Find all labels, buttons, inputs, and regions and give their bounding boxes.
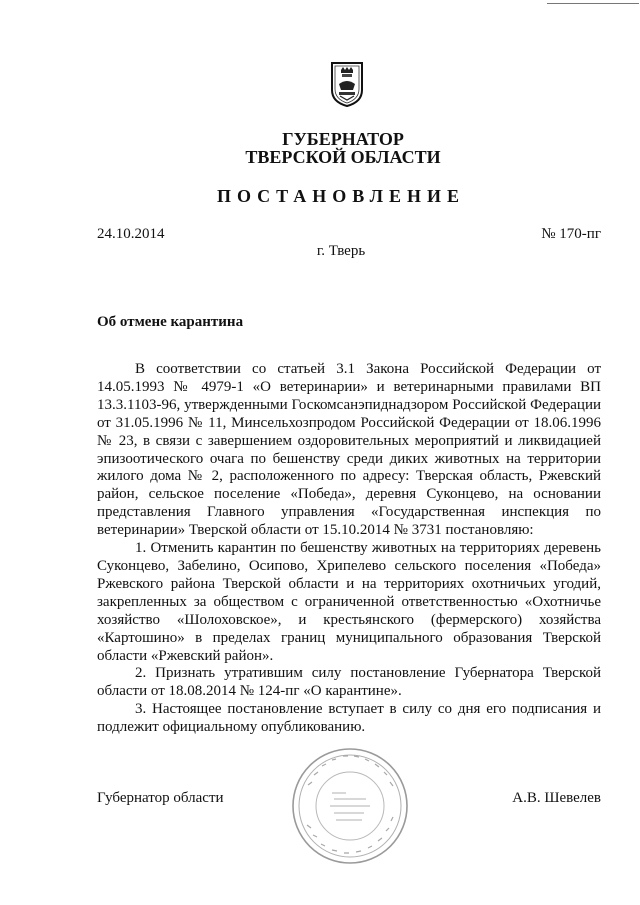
clause-paragraph-2: 2. Признать утратившим силу постановление Губернатора Тверской области от 18.08.2014 № 124-пг «О карантине». xyxy=(97,665,601,700)
clause-paragraph-3: 3. Настоящее постановление вступает в силу со дня его подписания и подлежит официальному опубликованию. xyxy=(97,701,601,736)
preamble-paragraph: В соответствии со статьей 3.1 Закона Российской Федерации от 14.05.1993 № 4979-1 «О ветеринарии» и ветеринарными правилами ВП 13.3.1103-96, утвержденными Госкомсанэпиднадзором Российской Федерации от 31.05.1996 № 11, Минсельхозпродом Российской Федерации от 18.06.1996 № 23, в связи с завершением оздоровительных мероприятий и ликвидацией эпизоотического очага по бешенству среди диких животных на территории жилого дома № 2, расположенного по адресу: Тверская область, Ржевский район, сельское поселение «Победа», деревня Суконцево, на основании представления Главного управления «Государственная инспекция по ветеринарии» Тверской области от 15.10.2014 № 3731 постановляю: xyxy=(97,361,601,539)
clause-paragraph-1: 1. Отменить карантин по бешенству животных на территориях деревень Суконцево, Забелино, Осипово, Хрипелево сельского поселения «Победа» Ржевского района Тверской области и на территориях охотничьих угодий, закрепленных за обществом с ограниченной ответственностью «Охотничье хозяйство «Шолоховское», и крестьянского (фермерского) хозяйства «Картошино» в пределах границ муниципального образования Тверской области «Ржевский район». xyxy=(97,540,601,664)
document-subject: Об отмене карантина xyxy=(97,314,244,330)
signer-title: Губернатор области xyxy=(97,790,224,806)
document-body xyxy=(97,361,601,737)
document-date: 24.10.2014 xyxy=(97,226,165,242)
top-edge-line xyxy=(547,3,639,4)
doc-type-heading: ПОСТАНОВЛЕНИЕ xyxy=(216,186,466,206)
coat-of-arms-icon xyxy=(329,60,365,108)
signer-name: А.В. Шевелев xyxy=(512,790,601,806)
official-seal-icon xyxy=(290,745,410,867)
org-title-line1: ГУБЕРНАТОР xyxy=(282,129,404,149)
org-title-line2: ТВЕРСКОЙ ОБЛАСТИ xyxy=(245,147,441,167)
document-number: № 170-пг xyxy=(541,226,601,242)
document-city: г. Тверь xyxy=(316,243,366,259)
